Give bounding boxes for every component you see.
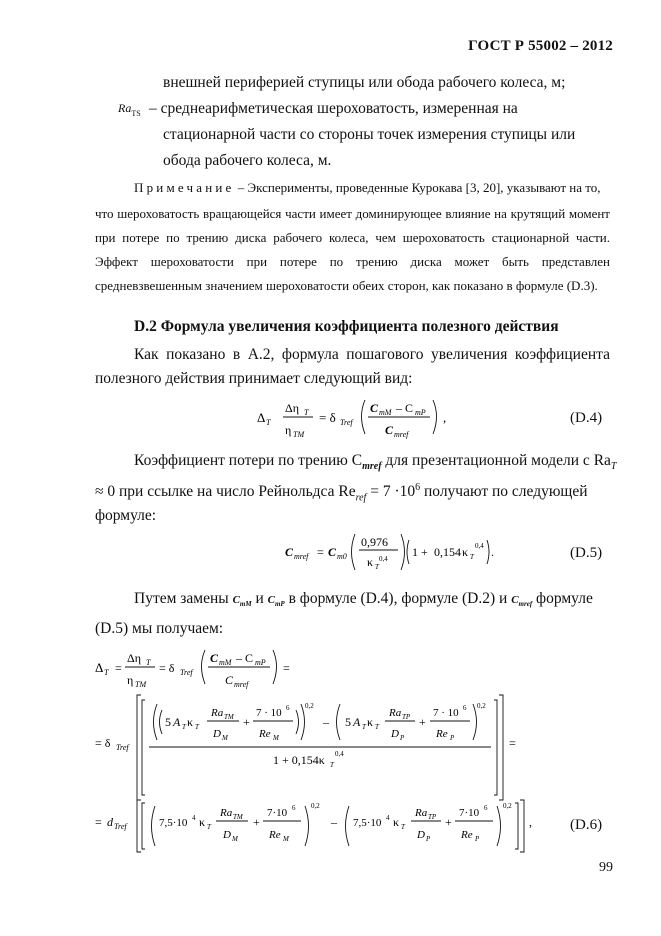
text-run: и (255, 590, 264, 607)
svg-text:mM: mM (219, 658, 232, 667)
svg-text:M: M (232, 835, 238, 843)
svg-text:7·10: 7·10 (459, 807, 480, 819)
svg-text:0,154: 0,154 (434, 545, 461, 559)
svg-text:TM: TM (233, 813, 243, 821)
note-line: при потере по трению диска рабочего колеса, чем шероховатость стационарной части. (95, 230, 610, 245)
svg-text:TP: TP (428, 813, 437, 821)
svg-text:P: P (475, 835, 480, 843)
svg-text:D: D (223, 829, 231, 841)
svg-text:A: A (353, 715, 361, 729)
svg-text:+: + (243, 715, 250, 729)
svg-text:Δ: Δ (257, 410, 266, 425)
svg-text:=: = (509, 736, 516, 750)
svg-text:D: D (391, 728, 399, 740)
svg-text:1 + 0,154κ: 1 + 0,154κ (273, 753, 325, 767)
svg-text:1 +: 1 + (412, 545, 428, 559)
svg-text:0,2: 0,2 (311, 802, 320, 810)
svg-text:T: T (207, 823, 211, 831)
equation-d4 (255, 392, 485, 442)
superscript: 6 (415, 482, 421, 493)
svg-text:0,4: 0,4 (475, 542, 484, 550)
equation-number: (D.6) (570, 817, 603, 833)
svg-text:κ: κ (199, 815, 206, 829)
svg-text:T: T (330, 761, 334, 769)
svg-text:+: + (445, 815, 452, 829)
svg-text:κ: κ (367, 715, 374, 729)
section-title: D.2 Формула увеличения коэффициента полезного действия (134, 318, 559, 335)
equation-number: (D.5) (570, 545, 603, 561)
symbol-cmref: $C_{mref}$ (511, 594, 533, 609)
svg-text:A: A (173, 715, 181, 729)
svg-text:,: , (443, 410, 447, 425)
svg-text:=: = (95, 815, 102, 829)
svg-text:=: = (317, 545, 324, 559)
subscript: mref (362, 461, 382, 473)
svg-text:6: 6 (484, 804, 488, 812)
text-run: формуле (536, 590, 593, 607)
svg-text:κ: κ (462, 545, 469, 559)
svg-text:Δη: Δη (285, 401, 299, 415)
paragraph-line (95, 482, 610, 504)
svg-text:0,2: 0,2 (503, 802, 512, 810)
svg-text:T: T (104, 668, 109, 677)
page-number: 99 (599, 860, 613, 875)
svg-text:Δ: Δ (95, 660, 104, 675)
svg-text:Tref: Tref (340, 418, 353, 427)
svg-text:5: 5 (345, 715, 351, 729)
svg-text:Tref: Tref (180, 668, 193, 677)
subscript: T (610, 461, 617, 473)
text-run: получают по следующей (420, 483, 588, 501)
svg-text:T: T (304, 408, 309, 417)
svg-text:7·10: 7·10 (267, 807, 288, 819)
svg-text:– C: – C (396, 401, 414, 415)
symbol-cmM: $C_{mM}$ (232, 594, 252, 609)
svg-text:6: 6 (292, 804, 296, 812)
text-run: Коэффициент потери по трению C (134, 452, 363, 469)
svg-text:m0: m0 (337, 552, 347, 561)
svg-text:Re: Re (436, 728, 448, 740)
svg-text:d: d (107, 815, 113, 829)
svg-text:κ: κ (393, 815, 400, 829)
svg-text:M: M (283, 835, 289, 843)
svg-text:T: T (401, 823, 405, 831)
svg-text:7,5·10: 7,5·10 (159, 817, 188, 829)
svg-text:P: P (426, 835, 431, 843)
svg-text:D: D (417, 829, 425, 841)
svg-text:D: D (213, 728, 221, 740)
svg-text:5: 5 (165, 715, 171, 729)
svg-text:+: + (253, 815, 260, 829)
svg-text:mref: mref (234, 680, 249, 689)
definition-symbol: $Ra_{TS}$ (118, 101, 141, 119)
subscript: ref (355, 492, 367, 504)
svg-text:Re: Re (269, 829, 281, 841)
svg-text:7 · 10: 7 · 10 (433, 707, 459, 719)
svg-text:M: M (273, 734, 279, 742)
svg-text:T: T (362, 723, 366, 731)
svg-text:Ra: Ra (415, 807, 428, 819)
svg-text:T: T (182, 723, 186, 731)
svg-text:Tref: Tref (116, 743, 129, 752)
svg-text:η: η (285, 423, 292, 437)
svg-text:Δη: Δη (127, 651, 141, 665)
svg-text:P: P (400, 734, 405, 742)
svg-text:P: P (450, 734, 455, 742)
svg-text:T: T (266, 418, 271, 427)
svg-text:TP: TP (402, 713, 411, 721)
note-label: Примечание (134, 180, 235, 195)
svg-text:Ra: Ra (389, 707, 402, 719)
note-line: что шероховатость вращающейся части имеет доминирующее влияние на крутящий момент (95, 206, 610, 221)
svg-text:0,976: 0,976 (361, 535, 388, 549)
svg-text:mref: mref (394, 430, 409, 439)
svg-text:M: M (222, 734, 228, 742)
equation-d5 (283, 528, 513, 578)
svg-text:6: 6 (286, 704, 290, 712)
note-line: Эффект шероховатости при потере по трению диска может быть представлен (95, 254, 610, 269)
paragraph-line (134, 590, 610, 609)
svg-text:.: . (491, 545, 494, 559)
svg-text:0,2: 0,2 (477, 702, 486, 710)
definition-line: внешней периферией ступицы или обода рабочего колеса, м; (163, 74, 566, 91)
svg-text:7,5·10: 7,5·10 (353, 817, 382, 829)
svg-text:T: T (146, 658, 151, 667)
paragraph-line (134, 452, 617, 473)
svg-text:0,4: 0,4 (335, 750, 344, 758)
svg-text:Re: Re (461, 829, 473, 841)
svg-text:C: C (328, 545, 337, 559)
svg-text:mP: mP (255, 658, 266, 667)
paragraph-line: полезного действия принимает следующий вид: (95, 370, 413, 387)
paragraph-line: Как показано в А.2, формула пошагового увеличения коэффициента (134, 346, 610, 363)
text-run: ≈ 0 при ссылке на число Рейнольдса Re (95, 483, 356, 501)
svg-text:+: + (419, 715, 426, 729)
svg-text:TM: TM (224, 713, 234, 721)
definition-line: стационарной части со стороны точек измерения ступицы или (163, 126, 576, 143)
text-run: = 7 ·10 (366, 483, 416, 501)
symbol-cmP: $C_{mP}$ (267, 594, 285, 609)
svg-text:mP: mP (415, 408, 426, 417)
svg-text:0,4: 0,4 (379, 555, 388, 563)
svg-text:T: T (195, 723, 199, 731)
note-text: – Эксперименты, проведенные Курокава [3, 20], указывают на то, (237, 180, 601, 195)
note-line: средневзвешенным значением шероховатости обеих сторон, как показано в формуле (D.3). (95, 278, 598, 293)
svg-text:C: C (370, 401, 379, 415)
svg-text:–: – (331, 815, 337, 829)
svg-text:κ: κ (367, 555, 374, 569)
svg-text:Ra: Ra (211, 707, 224, 719)
svg-text:C: C (285, 545, 294, 559)
paragraph-line: формуле: (95, 507, 157, 524)
text-run: Путем замены (134, 590, 229, 607)
svg-text:TM: TM (293, 430, 305, 439)
svg-text:– C: – C (236, 651, 254, 665)
text-run: в формуле (D.4), формуле (D.2) и (288, 590, 508, 607)
svg-text:η: η (127, 673, 134, 687)
definition-line: – среднеарифметическая шероховатость, измеренная на (149, 100, 518, 117)
svg-text:TM: TM (135, 680, 147, 689)
svg-text:7 · 10: 7 · 10 (256, 707, 282, 719)
svg-text:6: 6 (463, 704, 467, 712)
svg-text:C: C (385, 423, 394, 437)
equation-d6 (93, 640, 633, 870)
svg-text:T: T (470, 553, 474, 561)
svg-text:,: , (529, 815, 532, 829)
text-run: для презентационной модели с Ra (381, 452, 611, 469)
svg-text:= δ: = δ (95, 736, 111, 750)
svg-text:Ra: Ra (220, 807, 233, 819)
svg-text:–: – (323, 715, 329, 729)
svg-text:Re: Re (259, 728, 271, 740)
definition-line: обода рабочего колеса, м. (163, 152, 332, 169)
svg-text:0,2: 0,2 (305, 702, 314, 710)
note-first-line (134, 180, 610, 196)
svg-text:T: T (375, 563, 379, 571)
svg-text:T: T (375, 723, 379, 731)
svg-text:4: 4 (386, 814, 390, 822)
equation-number: (D.4) (570, 410, 603, 426)
paragraph-line: (D.5) мы получаем: (95, 620, 224, 637)
svg-text:Tref: Tref (114, 822, 127, 831)
svg-text:4: 4 (192, 814, 196, 822)
svg-text:mM: mM (379, 408, 392, 417)
svg-text:C: C (210, 651, 219, 665)
svg-text:= δ: = δ (159, 661, 175, 675)
document-header: ГОСТ Р 55002 – 2012 (468, 38, 613, 54)
svg-text:= δ: = δ (319, 410, 336, 425)
svg-text:mref: mref (294, 552, 309, 561)
svg-text:κ: κ (187, 715, 194, 729)
svg-text:C: C (225, 673, 234, 687)
svg-text:=: = (283, 661, 290, 675)
svg-text:=: = (115, 661, 122, 675)
